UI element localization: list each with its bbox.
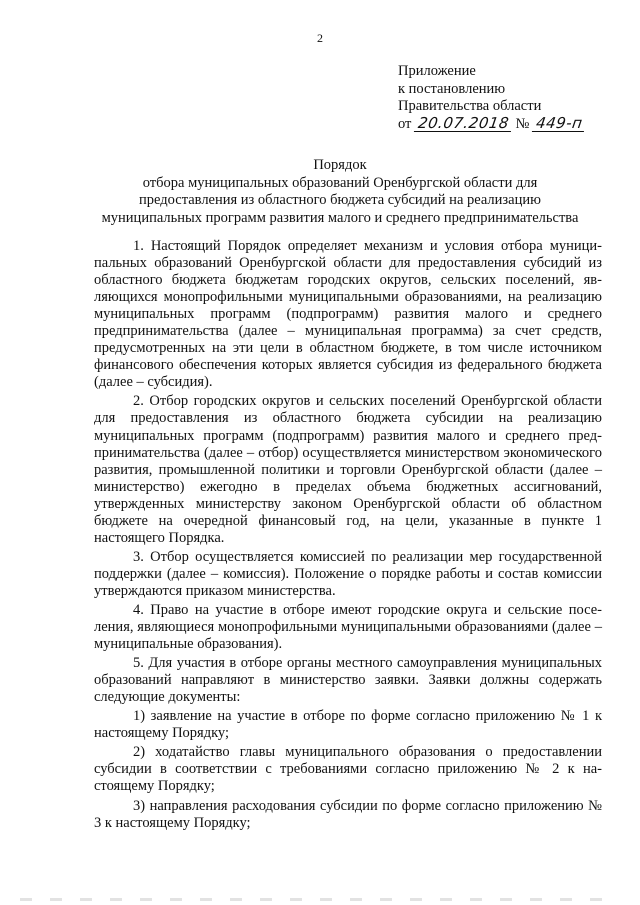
- list-item-3: 3) направления расходования субсидии по форме согласно приложению № 3 к настоящему Порядку;: [94, 797, 602, 831]
- scan-artifact-strip: [20, 898, 620, 901]
- appendix-block: [398, 63, 628, 133]
- appendix-line-government: Правительства области: [398, 98, 542, 115]
- list-item-2: 2) ходатайство главы муниципального образования о предоставлении субсидии в соответствии с требованиями согласно приложению № 2 к настоящему Порядку;: [94, 744, 602, 795]
- decree-number: 449-п: [532, 116, 587, 132]
- appendix-date-line: [398, 113, 628, 134]
- document-title: [90, 157, 590, 227]
- number-prefix: №: [515, 115, 530, 132]
- document-body: [94, 238, 602, 832]
- appendix-title: Приложение: [398, 63, 476, 79]
- paragraph-2: 2. Отбор городских округов и сельских поселений Оренбургской области для предоставления из областного бюджета субсидии на реализацию муниципальных программ (подпрограмм) развития малого и среднего предпринимательства (далее – отбор) осуществляется министерством экономического развития, промышленной политики и торговли Оренбургской области (далее – министерство) ежегодно в пределах объема бюджетных ассигнований, утвержденных министерству законом Оренбургской области об областном бюджете на очередной финансовый год, на цели, указанные в пункте 1 настоящего Порядка.: [94, 393, 602, 546]
- paragraph-1: 1. Настоящий Порядок определяет механизм и условия отбора муниципальных образований Оренбургской области для предоставления субсидий из областного бюджета бюджетам городских округов, сельских поселений, являющихся монопрофильными муниципальными образованиями, на реализацию муниципальных программ (подпрограмм) развития малого и среднего предпринимательства (далее – муниципальная программа) за счет средств, предусмотренных на эти цели в областном бюджете, в том числе источником финансового обеспечения которых является субсидия из федерального бюджета (далее – субсидия).: [94, 238, 602, 391]
- paragraph-5: 5. Для участия в отборе органы местного самоуправления муниципальных образований направляют в министерство заявки. Заявки должны содержать следующие документы:: [94, 655, 602, 706]
- decree-date: 20.07.2018: [414, 116, 513, 132]
- title-line-3: муниципальных программ развития малого и среднего предпринимательства: [101, 209, 579, 226]
- list-item-1: 1) заявление на участие в отборе по форме согласно приложению № 1 к настоящему Порядку;: [94, 708, 602, 742]
- title-line-2: предоставления из областного бюджета субсидий на реализацию: [139, 192, 541, 208]
- title-line-1: отбора муниципальных образований Оренбургской области для: [142, 174, 538, 191]
- paragraph-4: 4. Право на участие в отборе имеют городские округа и сельские поселения, являющиеся монопрофильными муниципальными образованиями (далее – муниципальные образования).: [94, 601, 602, 653]
- title-heading: Порядок: [313, 157, 367, 173]
- paragraph-3: 3. Отбор осуществляется комиссией по реализации мер государственной поддержки (далее – комиссия). Положение о порядке работы и состав комиссии утверждаются приказом министерства.: [94, 548, 602, 599]
- date-prefix: от: [398, 115, 412, 132]
- appendix-line-decree: к постановлению: [398, 80, 506, 97]
- page-number: 2: [317, 31, 323, 45]
